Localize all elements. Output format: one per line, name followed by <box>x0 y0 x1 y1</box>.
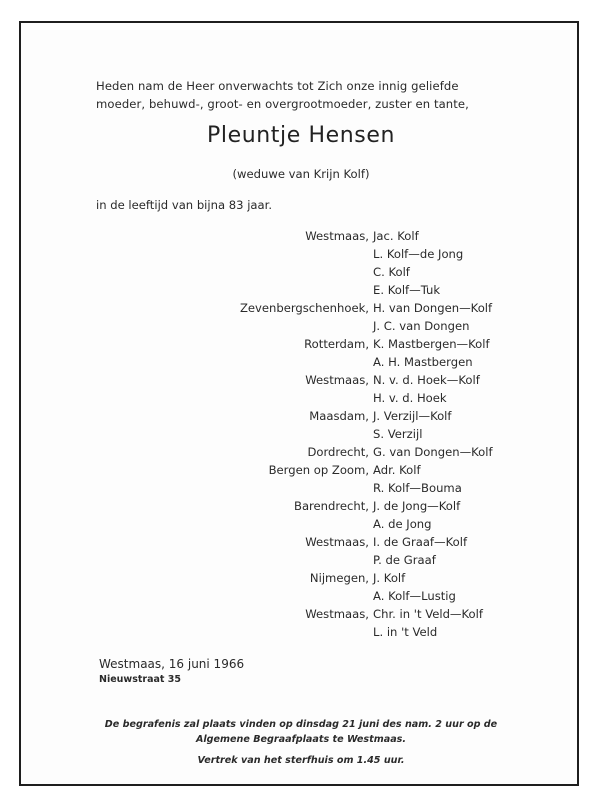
family-person: P. de Graaf <box>373 553 436 567</box>
family-person: Adr. Kolf <box>373 463 421 477</box>
family-place: Rotterdam, <box>304 337 369 351</box>
family-place: Westmaas, <box>305 607 369 621</box>
family-place: Dordrecht, <box>307 445 369 459</box>
family-place: Nijmegen, <box>309 571 369 585</box>
family-person: A. de Jong <box>373 517 432 531</box>
family-person: H. v. d. Hoek <box>373 391 447 405</box>
family-row <box>21 443 581 461</box>
family-place: Zevenbergschenhoek, <box>239 301 369 315</box>
family-person: S. Verzijl <box>373 427 423 441</box>
family-person: J. Kolf <box>373 571 406 585</box>
family-person: G. van Dongen—Kolf <box>373 445 493 459</box>
family-row <box>21 227 581 245</box>
family-row <box>21 281 581 299</box>
family-list <box>21 227 581 641</box>
family-row <box>21 263 581 281</box>
family-person: H. van Dongen—Kolf <box>373 301 493 315</box>
family-person: N. v. d. Hoek—Kolf <box>373 373 480 387</box>
family-person: J. C. van Dongen <box>373 319 470 333</box>
family-place: Westmaas, <box>305 229 369 243</box>
family-row <box>21 335 581 353</box>
family-row <box>21 479 581 497</box>
funeral-line: De begrafenis zal plaats vinden op dinsdag 21 juni des nam. 2 uur op de <box>104 719 498 730</box>
address: Nieuwstraat 35 <box>99 674 181 685</box>
family-person: J. Verzijl—Kolf <box>373 409 452 423</box>
family-person: Jac. Kolf <box>373 229 419 243</box>
intro-text <box>96 77 526 113</box>
family-row <box>21 587 581 605</box>
family-row <box>21 389 581 407</box>
widow-of-line: (weduwe van Krijn Kolf) <box>232 167 370 181</box>
departure-info: Vertrek van het sterfhuis om 1.45 uur. <box>197 755 405 766</box>
family-place: Bergen op Zoom, <box>268 463 369 477</box>
family-row <box>21 497 581 515</box>
intro-line: Heden nam de Heer onverwachts tot Zich onze innig geliefde <box>96 79 459 93</box>
family-row <box>21 623 581 641</box>
family-person: R. Kolf—Bouma <box>373 481 462 495</box>
family-row <box>21 407 581 425</box>
family-row <box>21 317 581 335</box>
family-row <box>21 515 581 533</box>
family-person: J. de Jong—Kolf <box>373 499 461 513</box>
deceased-name: Pleuntje Hensen <box>206 123 396 148</box>
funeral-line: Algemene Begraafplaats te Westmaas. <box>195 734 407 745</box>
family-person: Chr. in 't Veld—Kolf <box>373 607 483 621</box>
family-person: L. in 't Veld <box>373 625 438 639</box>
family-person: C. Kolf <box>373 265 410 279</box>
family-row <box>21 533 581 551</box>
family-row <box>21 605 581 623</box>
family-row <box>21 371 581 389</box>
family-person: E. Kolf—Tuk <box>373 283 441 297</box>
family-row <box>21 299 581 317</box>
family-person: I. de Graaf—Kolf <box>373 535 468 549</box>
family-person: K. Mastbergen—Kolf <box>373 337 490 351</box>
family-row <box>21 551 581 569</box>
family-row <box>21 461 581 479</box>
family-place: Barendrecht, <box>293 499 369 513</box>
family-row <box>21 425 581 443</box>
family-person: A. H. Mastbergen <box>373 355 473 369</box>
family-place: Westmaas, <box>305 373 369 387</box>
death-notice-card <box>19 21 579 786</box>
family-row <box>21 245 581 263</box>
intro-line: moeder, behuwd-, groot- en overgrootmoeder, zuster en tante, <box>96 97 469 111</box>
family-person: A. Kolf—Lustig <box>373 589 456 603</box>
place-date: Westmaas, 16 juni 1966 <box>99 657 245 671</box>
age-line: in de leeftijd van bijna 83 jaar. <box>96 198 273 212</box>
family-person: L. Kolf—de Jong <box>373 247 464 261</box>
family-row <box>21 353 581 371</box>
funeral-info <box>21 717 581 747</box>
family-place: Maasdam, <box>309 409 369 423</box>
family-place: Westmaas, <box>305 535 369 549</box>
family-row <box>21 569 581 587</box>
